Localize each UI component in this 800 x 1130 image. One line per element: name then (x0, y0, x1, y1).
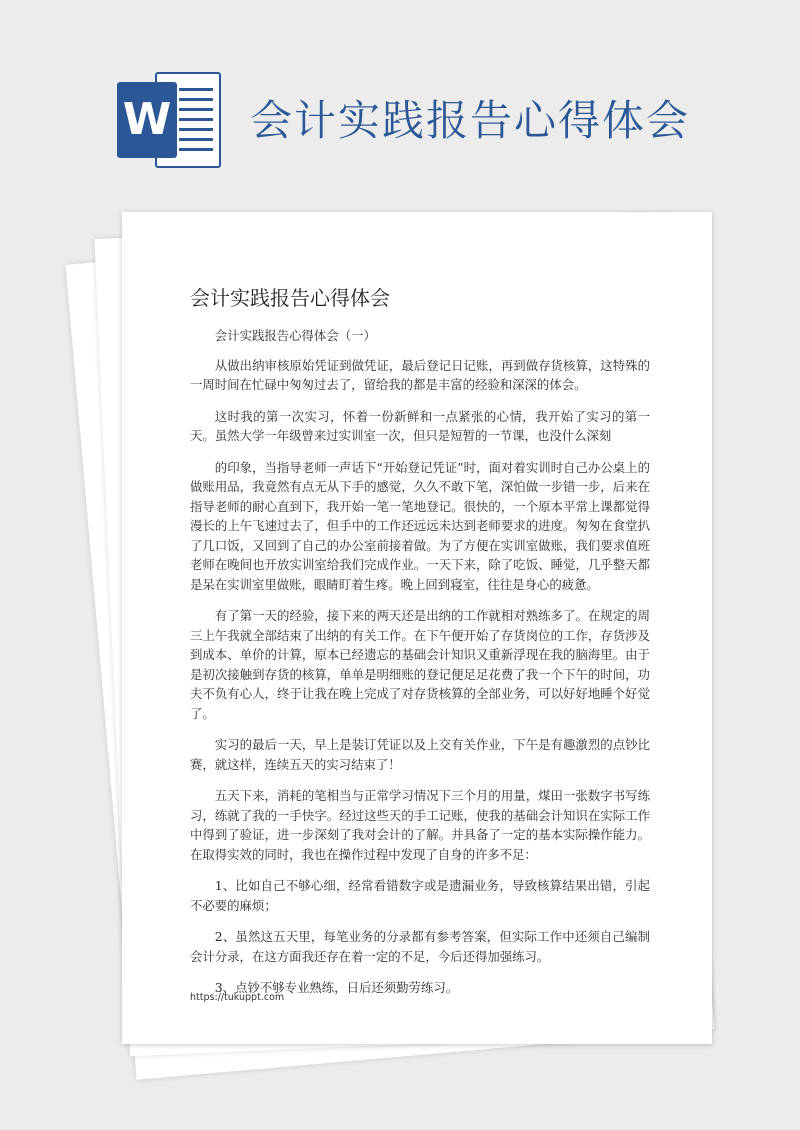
document-title: 会计实践报告心得体会 (190, 286, 390, 310)
word-document-icon (117, 68, 223, 172)
banner-title: 会计实践报告心得体会 (250, 96, 691, 145)
word-logo-letter: W (117, 82, 177, 158)
paragraph: 五天下来，消耗的笔相当与正常学习情况下三个月的用量，煤田一张数字书写练习，练就了我的一手快字。经过这些天的手工记账，使我的基础会计知识在实际工作中得到了验证，进一步深刻了我对会计的了解。并具备了一定的基本实际操作能力。在取得实效的同时，我也在操作过程中发现了自身的许多不足： (190, 788, 650, 862)
paragraph: 这时我的第一次实习，怀着一份新鲜和一点紧张的心情，我开始了实习的第一天。虽然大学一年级曾来过实训室一次，但只是短暂的一节课，也没什么深刻 (190, 408, 650, 443)
list-item: 3、点钞不够专业熟练，日后还须勤劳练习。 (214, 980, 459, 995)
paragraph: 的印象，当指导老师一声话下“开始登记凭证”时，面对着实训时自己办公桌上的做账用品，我竟然有点无从下手的感觉，久久不敢下笔，深怕做一步错一步，后来在指导老师的耐心直到下，我开始一笔一笔地登记。很快的，一个原本平常上课都觉得漫长的上午飞速过去了，但手中的工作还远远未达到老师要求的进度。匆匆在食堂扒了几口饭，又回到了自己的办公室前接着做。为了方便在实训室做账，我们要求值班老师在晚间也开放实训室给我们完成作业。一天下来，除了吃饭、睡觉，几乎整天都是呆在实训室里做账，眼睛盯着生疼。晚上回到寝室，往往是身心的疲惫。 (190, 459, 650, 592)
banner (0, 0, 800, 200)
document-page (122, 212, 712, 1044)
paragraph: 实习的最后一天，早上是装订凭证以及上交有关作业，下午是有趣激烈的点钞比赛，就这样，连续五天的实习结束了！ (190, 737, 650, 772)
document-subtitle: 会计实践报告心得体会（一） (214, 328, 376, 343)
list-item: 2、虽然这五天里，每笔业务的分录都有参考答案，但实际工作中还须自己编制会计分录，在这方面我还存在着一定的不足，今后还得加强练习。 (190, 929, 650, 964)
paragraph: 有了第一天的经验，接下来的两天还是出纳的工作就相对熟练多了。在规定的周三上午我就全部结束了出纳的有关工作。在下午便开始了存货岗位的工作，存货涉及到成本、单价的计算，原本已经遗忘的基础会计知识又重新浮现在我的脑海里。由于是初次接触到存货的核算，单单是明细账的登记便足足花费了我一个下午的时间，功夫不负有心人，终于让我在晚上完成了对存货核算的全部业务，可以好好地睡个好觉了。 (190, 608, 650, 721)
source-link[interactable]: https://tukuppt.com (190, 992, 285, 1003)
list-item: 1、比如自己不够心细，经常看错数字或是遗漏业务，导致核算结果出错，引起不必要的麻烦； (190, 878, 650, 913)
document-body (190, 326, 650, 1010)
paragraph: 从做出纳审核原始凭证到做凭证，最后登记日记账，再到做存货核算，这特殊的一周时间在忙碌中匆匆过去了，留给我的都是丰富的经验和深深的体会。 (190, 357, 650, 392)
